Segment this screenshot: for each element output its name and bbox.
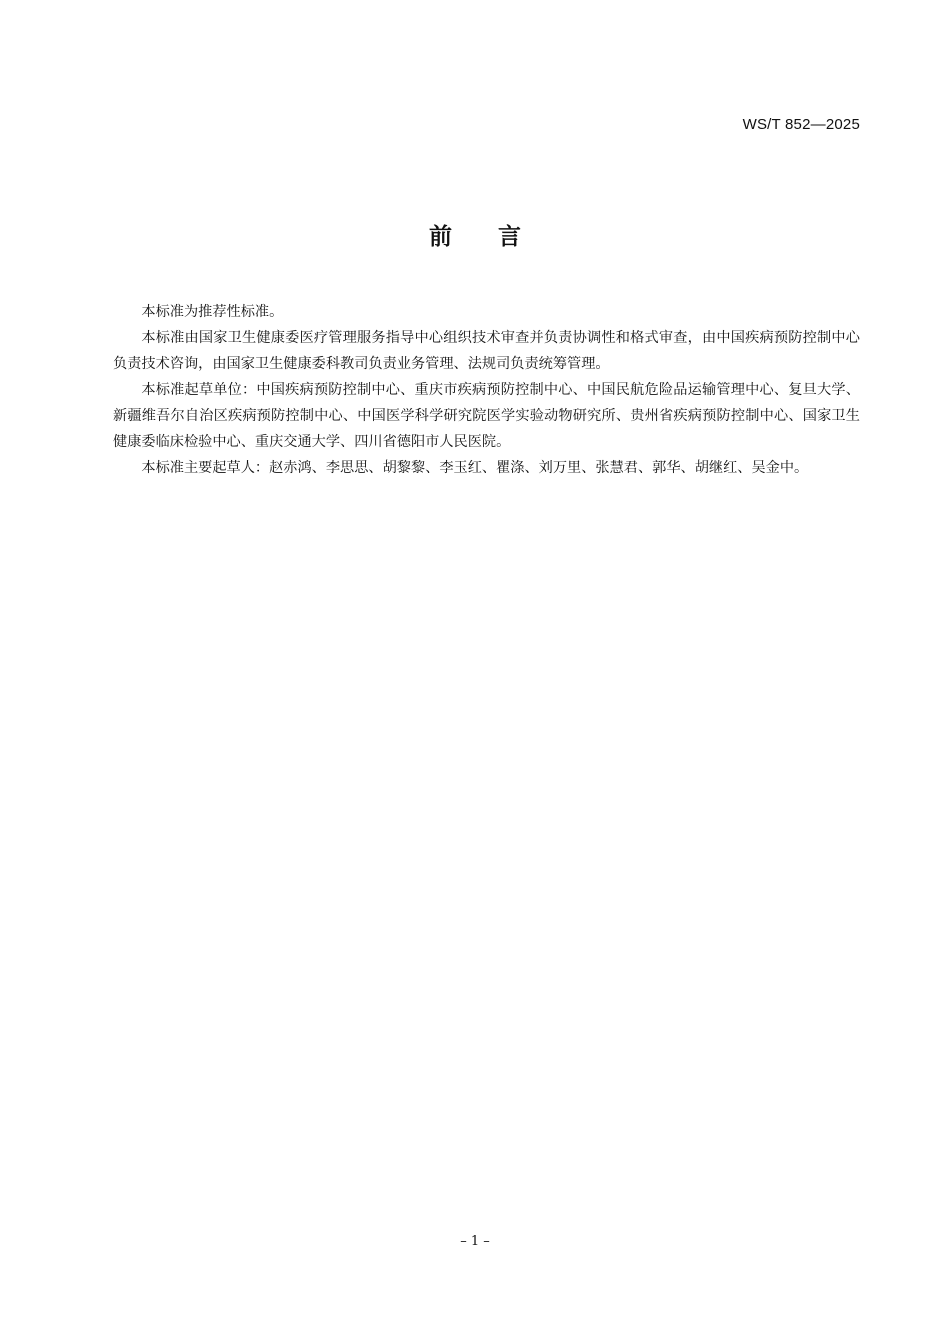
page-title [0, 218, 950, 251]
paragraph-main-drafters: 本标准主要起草人：赵赤鸿、李思思、胡黎黎、李玉红、瞿涤、刘万里、张慧君、郭华、胡继红、吴金中。 [141, 460, 809, 476]
foreword-body [113, 299, 860, 481]
paragraph-drafting-units: 本标准起草单位：中国疾病预防控制中心、重庆市疾病预防控制中心、中国民航危险品运输管理中心、复旦大学、新疆维吾尔自治区疾病预防控制中心、中国医学科学研究院医学实验动物研究所、贵州省疾病预防控制中心、国家卫生健康委临床检验中心、重庆交通大学、四川省德阳市人民医院。 [113, 382, 860, 450]
page-number: – 1 – [460, 1234, 490, 1249]
paragraph-review-management: 本标准由国家卫生健康委医疗管理服务指导中心组织技术审查并负责协调性和格式审查，由中国疾病预防控制中心负责技术咨询，由国家卫生健康委科教司负责业务管理、法规司负责统筹管理。 [113, 330, 860, 372]
document-code: WS/T 852—2025 [742, 116, 860, 133]
paragraph-recommendation: 本标准为推荐性标准。 [141, 304, 284, 320]
title-char-2: 言 [498, 224, 521, 250]
title-char-1: 前 [429, 224, 452, 250]
